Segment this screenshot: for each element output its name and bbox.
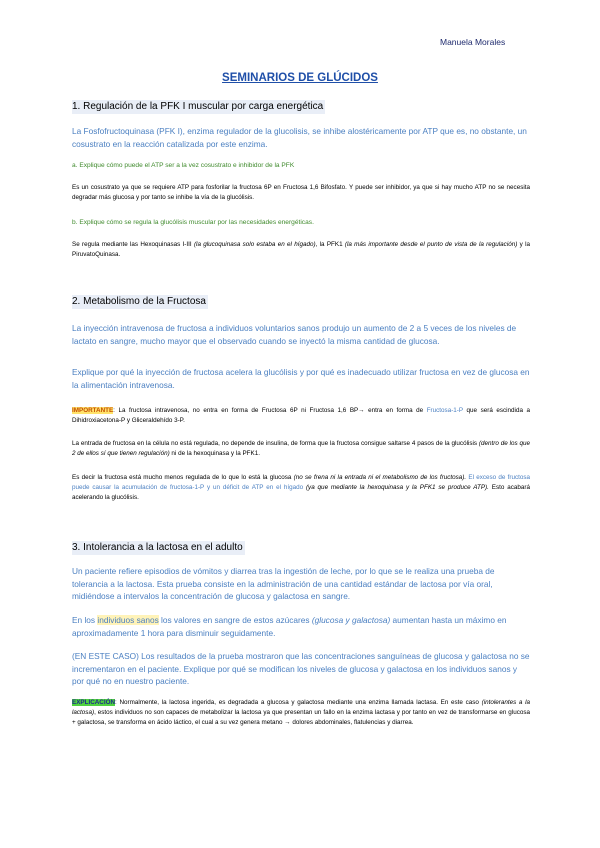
important-part-1: : La fructosa intravenosa, no entra en forma de Fructosa 6P ni Fructosa 1,6 BP→ entra en forma de — [113, 407, 427, 414]
section-1-question-b: b. Explique cómo se regula la glucólisis muscular por las necesidades energéticas. — [72, 219, 314, 226]
section-2-paragraph-2: Explique por qué la inyección de fructosa acelera la glucólisis y por qué es inadecuado utilizar fructosa en vez de glucosa en la alimentación intravenosa. — [72, 367, 530, 390]
section-1-question-a: a. Explique cómo puede el ATP ser a la vez cosustrato e inhibidor de la PFK — [72, 162, 295, 169]
important-part-3: que será escindida a Dihidroxiacetona-P y Gliceraldehído 3-P. — [72, 407, 530, 424]
p4-part-2: (no se frena ni la entrada ni el metabolismo de los fructosa). — [293, 474, 467, 481]
explanation-label: EXPLICACIÓN — [72, 699, 116, 706]
p2-part-5: aumentan hasta un máximo en aproximadamente 1 hora para disminuir seguidamente. — [72, 615, 507, 638]
answer-b-part-1: Se regula mediante las Hexoquinasas I-III — [72, 241, 194, 248]
p4-part-3: El exceso de fructosa puede causar la acumulación de fructosa-1-P y un déficit de ATP en el hígado — [72, 474, 530, 491]
answer-b-part-2: (la glucoquinasa solo estaba en el hígado) — [193, 241, 316, 248]
section-heading-3: 3. Intolerancia a la lactosa en el adulto — [72, 542, 243, 553]
section-1-answer-b — [72, 240, 530, 260]
p4-part-4: (ya que mediante la hexoquinasa y la PFK1 se produce ATP). — [305, 484, 489, 491]
author-name: Manuela Morales — [440, 37, 506, 47]
p2-part-1: En los — [72, 615, 98, 625]
p3-part-3: ni de la hexoquinasa y la PFK1. — [169, 450, 260, 457]
explanation-part-2: (intolerantes a la lactosa) — [72, 699, 530, 716]
p4-part-5: Esto acabará acelerando la glucólisis. — [72, 484, 530, 501]
section-3-paragraph-3: (EN ESTE CASO) Los resultados de la prueba mostraron que las concentraciones sanguíneas de glucosa y galactosa no se incrementaron en el paciente. Explique por qué se modifican los niveles de glucosa y galactosa en los individuos sanos y por qué no en nuestro paciente. — [72, 651, 530, 686]
p3-part-1: La entrada de fructosa en la célula no está regulada, no depende de insulina, de forma que la fructosa consigue saltarse 4 pasos de la glucólisis — [72, 440, 479, 447]
section-1-answer-a: Es un cosustrato ya que se requiere ATP para fosforilar la fructosa 6P en Fructosa 1,6 Bifosfato. Y puede ser inhibidor, ya que si hay mucho ATP no se necesita degradar más glucosa y por tanto se inhibe la vía de la glucólisis. — [72, 184, 530, 201]
section-heading-1: 1. Regulación de la PFK I muscular por carga energética — [72, 101, 324, 112]
section-2-important-note — [72, 406, 530, 426]
important-label: IMPORTANTE — [72, 407, 114, 414]
section-2-paragraph-3 — [72, 439, 530, 459]
p4-part-1: Es decir la fructosa está mucho menos regulada de lo que lo está la glucosa — [72, 474, 294, 481]
answer-b-part-4: (la más importante desde el punto de vista de la regulación) — [344, 241, 518, 248]
p2-part-2: individuos sanos — [97, 615, 159, 625]
answer-b-part-3: , la PFK1 — [315, 241, 345, 248]
document-title: SEMINARIOS DE GLÚCIDOS — [222, 72, 378, 84]
section-heading-2: 2. Metabolismo de la Fructosa — [72, 296, 206, 307]
section-3-paragraph-2 — [72, 614, 530, 639]
section-3-paragraph-1: Un paciente refiere episodios de vómitos y diarrea tras la ingestión de leche, por lo que se le realiza una prueba de tolerancia a la lactosa. Esta prueba consiste en la administración de una cantidad estándar de lactosa por vía oral, midiéndose a intervalos la concentración de glucosa y galactosa en sangre. — [72, 566, 495, 601]
section-2-paragraph-4 — [72, 473, 530, 503]
section-2-paragraph-1: La inyección intravenosa de fructosa a individuos voluntarios sanos produjo un aumento de 2 a 5 veces de los niveles de lactato en sangre, mucho mayor que el observado cuando se inyectó la misma cantidad de glucosa. — [72, 323, 517, 346]
answer-b-part-5: y la PiruvatoQuinasa. — [72, 241, 530, 258]
explanation-part-3: , estos individuos no son capaces de metabolizar la lactosa ya que presentan un fallo en la enzima lactasa y por tanto en vez de transformarse en glucosa + galactosa, se transforma en ácido láctico, el cual a su vez genera metano → dolores abdominales, flatulencias y diarrea. — [72, 709, 530, 726]
section-1-intro: La Fosfofructoquinasa (PFK I), enzima regulador de la glucolisis, se inhibe alostéricamente por ATP que es, no obstante, un cosustrato en la reacción catalizada por este enzima. — [72, 126, 527, 149]
section-3-explanation — [72, 698, 530, 728]
p2-part-3: los valores en sangre de estos azúcares — [158, 615, 312, 625]
explanation-part-1: : Normalmente, la lactosa ingerida, es degradada a glucosa y galactosa mediante una enzima llamada lactasa. En este caso — [115, 699, 482, 706]
p2-part-4: (glucosa y galactosa) — [311, 615, 391, 625]
important-part-2: Fructosa-1-P — [426, 407, 463, 414]
p3-part-2: (dentro de los que 2 de ellos sí que tienen regulación) — [72, 440, 530, 457]
